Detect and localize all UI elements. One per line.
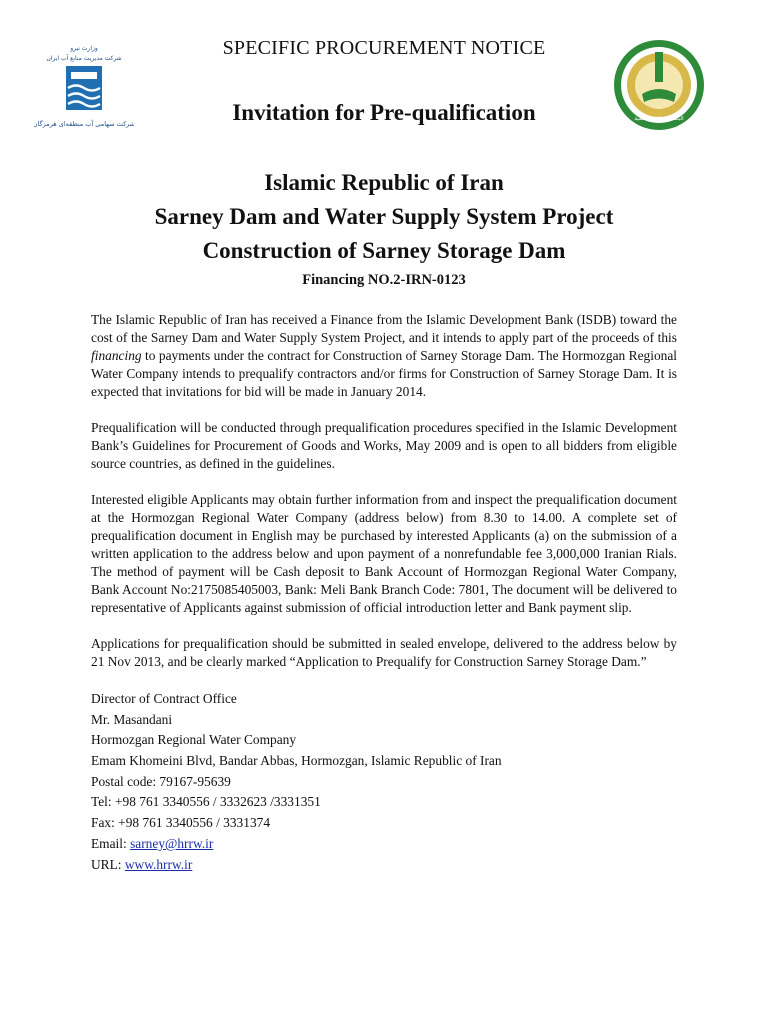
contact-postal: Postal code: 79167-95639	[91, 773, 231, 789]
logo-left-line-2: شرکت مدیریت منابع آب ایران	[46, 55, 122, 62]
logo-right-text: البنك الإسلامي للتنمية	[634, 116, 684, 122]
country-title: Islamic Republic of Iran	[264, 170, 504, 195]
notice-body	[91, 311, 677, 875]
contact-office: Director of Contract Office	[91, 691, 237, 706]
email-label: Email:	[91, 835, 131, 851]
contact-address: Emam Khomeini Blvd, Bandar Abbas, Hormozgan, Islamic Republic of Iran	[91, 753, 502, 769]
contact-company: Hormozgan Regional Water Company	[91, 732, 297, 748]
paragraph-submission: Applications for prequalification should be submitted in sealed envelope, delivered to the address below by 21 Nov 2013, and be clearly marked “Application to Prequalify for Construction Sarney Storage Dam.”	[91, 636, 677, 669]
contract-title: Construction of Sarney Storage Dam	[202, 238, 566, 263]
url-label: URL:	[91, 856, 125, 872]
contact-fax: Fax: +98 761 3340556 / 3331374	[91, 815, 271, 831]
logo-left-line-1: وزارت نیرو	[70, 45, 98, 52]
project-title: Sarney Dam and Water Supply System Project	[154, 204, 614, 229]
contact-person: Mr. Masandani	[91, 711, 173, 727]
logo-left-line-3: شرکت سهامی آب منطقه‌ای هرمزگان	[34, 120, 134, 128]
financing-italic: financing	[91, 348, 142, 363]
website-link[interactable]: www.hrrw.ir	[124, 856, 193, 872]
paragraph-procedure: Prequalification will be conducted through prequalification procedures specified in the Islamic Development Bank’s Guidelines for Procurement of Goods and Works, May 2009 and is open to all bidders from eligible source countries, as defined in the guidelines.	[91, 420, 677, 471]
contact-tel: Tel: +98 761 3340556 / 3332623 /3331351	[91, 794, 321, 810]
contact-email-row	[91, 834, 677, 855]
contact-url-row	[91, 855, 677, 876]
notice-type: SPECIFIC PROCUREMENT NOTICE	[222, 37, 546, 59]
paragraph-document-purchase: Interested eligible Applicants may obtain further information from and inspect the prequalification document at the Hormozgan Regional Water Company (address below) from 8.30 to 14.00. A complete set of prequalification document in English may be purchased by interested Applicants (a) on the submission of a written application to the address below and upon payment of a nonrefundable fee 3,000,000 Iranian Rials. The method of payment will be Cash deposit to Bank Account of Hormozgan Regional Water Company, Bank Account No:2175085405003, Bank: Meli Bank Branch Code: 7801, The document will be delivered to representative of Applicants against submission of official introduction letter and Bank payment slip.	[91, 492, 677, 615]
email-link[interactable]: sarney@hrrw.ir	[130, 835, 214, 851]
paragraph-finance: The Islamic Republic of Iran has received a Finance from the Islamic Development Bank (ISDB) toward the cost of the Sarney Dam and Water Supply System Project, and it intends to apply part of the proceeds of this financing to payments under the contract for Construction of Sarney Storage Dam. The Hormozgan Regional Water Company intends to prequalify contractors and/or firms for Construction of Sarney Storage Dam. It is expected that invitations for bid will be made in January 2014.	[91, 312, 677, 399]
financing-number: Financing NO.2-IRN-0123	[302, 272, 466, 288]
notice-subtitle: Invitation for Pre-qualification	[232, 100, 536, 125]
contact-block	[91, 689, 677, 875]
